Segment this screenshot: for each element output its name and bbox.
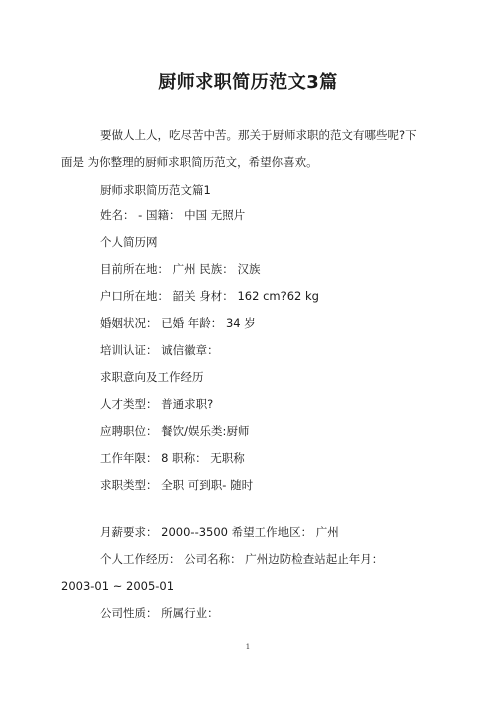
intro-line-2: 面是 为你整理的厨师求职简历范文，希望你喜欢。 [61, 155, 318, 169]
field-location-ethnicity: 目前所在地： 广州 民族： 汉族 [100, 262, 261, 276]
field-years-title: 工作年限： 8 职称： 无职称 [100, 451, 245, 465]
field-talent-type: 人才类型： 普通求职? [100, 397, 214, 411]
document-title: 厨师求职简历范文3篇 [158, 72, 338, 93]
field-company-nature: 公司性质： 所属行业： [100, 606, 219, 620]
page-number: 1 [245, 643, 251, 651]
field-work-history: 个人工作经历： 公司名称： 广州边防检查站起止年月： [100, 552, 384, 566]
field-hukou-height: 户口所在地： 韶关 身材： 162 cm?62 kg [100, 289, 319, 303]
field-resume-site: 个人简历网 [100, 235, 158, 249]
field-work-period: 2003-01 ~ 2005-01 [61, 579, 175, 593]
section-heading: 厨师求职简历范文篇1 [100, 183, 211, 197]
intro-line-1: 要做人上人，吃尽苦中苦。那关于厨师求职的范文有哪些呢?下 [100, 128, 417, 142]
field-salary-area: 月薪要求： 2000--3500 希望工作地区： 广州 [100, 525, 339, 539]
field-job-type: 求职类型： 全职 可到职- 随时 [100, 478, 254, 492]
section-intent-experience: 求职意向及工作经历 [100, 370, 204, 384]
field-position: 应聘职位： 餐饮/娱乐类:厨师 [100, 424, 250, 438]
field-name-nationality: 姓名： - 国籍： 中国 无照片 [100, 208, 246, 222]
field-marital-age: 婚姻状况： 已婚 年龄： 34 岁 [100, 316, 256, 330]
field-certification: 培训认证： 诚信徽章： [100, 343, 219, 357]
